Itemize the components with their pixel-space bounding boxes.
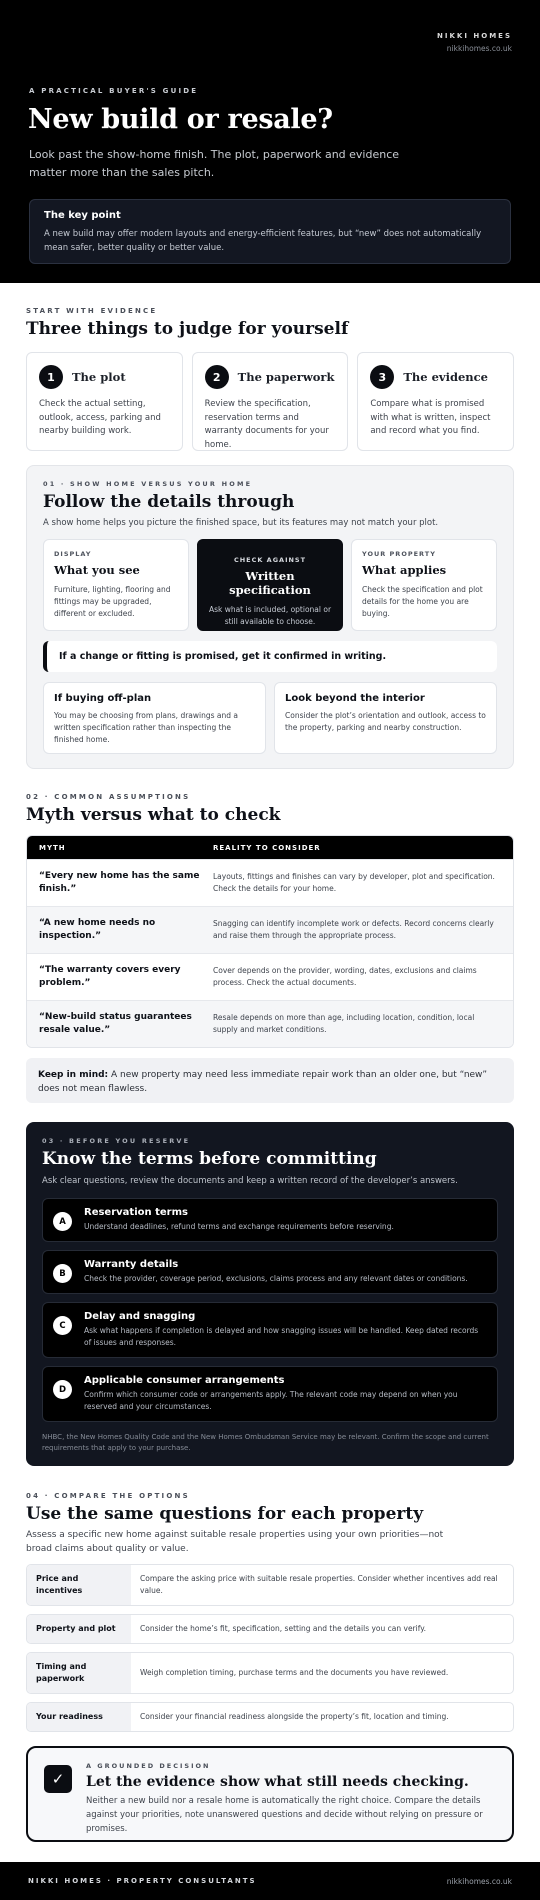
table-row — [27, 953, 513, 1000]
property-title: What applies — [362, 563, 447, 577]
check-icon: ✓ — [44, 1765, 72, 1793]
card-title: The paperwork — [237, 370, 335, 384]
myth-cell: “A new home needs no inspection.” — [39, 918, 156, 941]
step-reservation-terms — [42, 1198, 498, 1242]
display-card — [43, 539, 189, 631]
step-desc: Confirm which consumer code or arrangements apply. The relevant code may depend on when you reserved and your circumstances. — [84, 1390, 458, 1411]
evidence-card-paperwork — [192, 352, 349, 451]
compare-row-readiness — [26, 1702, 514, 1732]
compare-eyebrow: 04 · COMPARE THE OPTIONS — [26, 1492, 190, 1500]
myth-cell: “Every new home has the same finish.” — [39, 871, 200, 894]
decision-title: Let the evidence show what still needs checking. — [86, 1774, 469, 1790]
terms-lead: Ask clear questions, review the documents and keep a written record of the developer’s answers. — [42, 1176, 458, 1186]
show-home-title: Follow the details through — [43, 492, 295, 512]
col-myth-header: MYTH — [39, 843, 66, 852]
show-home-panel — [26, 465, 514, 769]
keep-in-mind-note — [26, 1058, 514, 1103]
brand-name: NIKKI HOMES — [437, 32, 512, 40]
reality-cell: Resale depends on more than age, including location, condition, local supply and market conditions. — [213, 1013, 475, 1034]
myths-title: Myth versus what to check — [26, 805, 281, 825]
compare-key: Property and plot — [27, 1615, 131, 1643]
evidence-card-evidence — [357, 352, 514, 451]
step-delay-snagging — [42, 1302, 498, 1358]
compare-value: Consider the home’s fit, specification, setting and the details you can verify. — [140, 1624, 426, 1633]
check-eyebrow: CHECK AGAINST — [233, 556, 307, 564]
table-row — [27, 906, 513, 953]
show-home-tips-row — [43, 682, 497, 754]
table-row — [27, 1000, 513, 1047]
evidence-cards — [26, 352, 514, 451]
card-desc: Compare what is promised with what is written, inspect and record what you find. — [370, 399, 491, 436]
interior-card — [274, 682, 497, 754]
myth-table-header — [27, 836, 513, 859]
myths-section — [26, 793, 514, 1103]
reality-cell: Layouts, fittings and finishes can vary by developer, plot and specification. Check the details for your home. — [213, 872, 495, 893]
decision-section — [26, 1746, 514, 1842]
check-title: Written specification — [229, 569, 311, 597]
interior-desc: Consider the plot’s orientation and outlook, access to the property, parking and nearby construction. — [285, 711, 486, 732]
written-confirmation-callout: If a change or fitting is promised, get it confirmed in writing. — [43, 641, 497, 672]
myths-eyebrow: 02 · COMMON ASSUMPTIONS — [26, 793, 191, 801]
decision-eyebrow: A GROUNDED DECISION — [86, 1762, 211, 1770]
step-desc: Ask what happens if completion is delayed and how snagging issues will be handled. Keep dated records of issues and responses. — [84, 1326, 479, 1347]
step-title: Applicable consumer arrangements — [84, 1375, 285, 1386]
step-title: Warranty details — [84, 1259, 179, 1270]
evidence-card-plot — [26, 352, 183, 451]
interior-title: Look beyond the interior — [285, 693, 425, 704]
terms-footnote: NHBC, the New Homes Quality Code and the New Homes Ombudsman Service may be relevant. Confirm the scope and current requirements that apply to your purchase. — [42, 1433, 489, 1452]
col-reality-header: REALITY TO CONSIDER — [213, 843, 321, 852]
card-desc: Check the actual setting, outlook, access, parking and nearby building work. — [39, 399, 161, 436]
terms-title: Know the terms before committing — [42, 1149, 377, 1169]
decision-box — [26, 1746, 514, 1842]
show-home-lead: A show home helps you picture the finished space, but its features may not match your plot. — [43, 518, 439, 528]
reality-cell: Snagging can identify incomplete work or defects. Record concerns clearly and raise them through the appropriate process. — [213, 919, 494, 940]
compare-row-plot — [26, 1614, 514, 1644]
key-point-text: A new build may offer modern layouts and energy-efficient features, but “new” does not automatically mean safer, better quality or better value. — [44, 229, 482, 253]
compare-value: Compare the asking price with suitable resale properties. Consider whether incentives add real value. — [140, 1574, 498, 1595]
offplan-desc: You may be choosing from plans, drawings and a written specification rather than inspecting the finished home. — [54, 711, 238, 744]
step-desc: Check the provider, coverage period, exclusions, claims process and any relevant dates or conditions. — [84, 1274, 468, 1283]
keep-in-mind-label: Keep in mind: — [38, 1070, 109, 1080]
decision-text: Neither a new build nor a resale home is automatically the right choice. Compare the details against your priorities, note unanswered questions and decide without relying on pressure or promises. — [86, 1796, 483, 1834]
hero — [0, 0, 540, 283]
compare-row-timing — [26, 1652, 514, 1694]
evidence-section — [26, 307, 514, 451]
myth-cell: “New-build status guarantees resale value.” — [39, 1012, 192, 1035]
footer-url[interactable]: nikkihomes.co.uk — [446, 1876, 512, 1886]
property-eyebrow: YOUR PROPERTY — [362, 550, 436, 558]
display-desc: Furniture, lighting, flooring and fittings may be upgraded, different or excluded. — [54, 585, 171, 618]
page-footer — [0, 1862, 540, 1900]
step-consumer-arrangements — [42, 1366, 498, 1422]
property-card — [351, 539, 497, 631]
step-desc: Understand deadlines, refund terms and exchange requirements before reserving. — [84, 1222, 394, 1231]
terms-section — [26, 1122, 514, 1466]
compare-key: Price and incentives — [27, 1565, 131, 1605]
compare-key: Timing and paperwork — [27, 1653, 131, 1693]
number-badge: 1 — [39, 365, 63, 389]
check-desc: Ask what is included, optional or still available to choose. — [208, 605, 332, 626]
step-badge: D — [53, 1380, 72, 1399]
brand-url[interactable]: nikkihomes.co.uk — [446, 44, 512, 53]
check-against-card — [197, 539, 343, 631]
compare-row-price — [26, 1564, 514, 1606]
key-point-title: The key point — [44, 210, 121, 221]
terms-panel — [26, 1122, 514, 1466]
step-title: Delay and snagging — [84, 1311, 196, 1322]
reality-cell: Cover depends on the provider, wording, dates, exclusions and claims process. Check the actual documents. — [213, 966, 477, 987]
compare-value: Weigh completion timing, purchase terms and the documents you have reviewed. — [140, 1668, 449, 1677]
footer-brand: NIKKI HOMES · PROPERTY CONSULTANTS — [28, 1877, 257, 1885]
evidence-title: Three things to judge for yourself — [26, 319, 349, 339]
compare-value: Consider your financial readiness alongside the property’s fit, location and timing. — [140, 1712, 449, 1721]
card-title: The plot — [72, 370, 126, 384]
keep-in-mind-text: A new property may need less immediate repair work than an older one, but “new” does not mean flawless. — [38, 1070, 488, 1094]
evidence-eyebrow: START WITH EVIDENCE — [26, 307, 158, 315]
compare-key: Your readiness — [27, 1703, 131, 1731]
show-home-section — [26, 465, 514, 769]
step-badge: C — [53, 1316, 72, 1335]
brand-block — [437, 32, 512, 53]
offplan-card — [43, 682, 266, 754]
step-badge: A — [53, 1212, 72, 1231]
number-badge: 2 — [205, 365, 229, 389]
step-badge: B — [53, 1264, 72, 1283]
card-title: The evidence — [403, 370, 488, 384]
property-desc: Check the specification and plot details for the home you are buying. — [362, 585, 483, 618]
terms-eyebrow: 03 · BEFORE YOU RESERVE — [42, 1137, 191, 1145]
show-home-eyebrow: 01 · SHOW HOME VERSUS YOUR HOME — [43, 480, 253, 488]
compare-title: Use the same questions for each property — [26, 1504, 424, 1524]
show-home-compare-row — [43, 539, 497, 631]
number-badge: 3 — [370, 365, 394, 389]
page-title: New build or resale? — [28, 104, 333, 135]
offplan-title: If buying off-plan — [54, 693, 152, 704]
key-point-box — [29, 199, 511, 264]
card-desc: Review the specification, reservation terms and warranty documents for your home. — [204, 399, 329, 450]
step-warranty-details — [42, 1250, 498, 1294]
step-title: Reservation terms — [84, 1207, 188, 1218]
table-row — [27, 859, 513, 906]
display-eyebrow: DISPLAY — [54, 550, 92, 558]
hero-eyebrow: A PRACTICAL BUYER'S GUIDE — [29, 87, 199, 95]
myth-table — [26, 835, 514, 1048]
display-title: What you see — [54, 563, 140, 577]
compare-section — [26, 1492, 514, 1732]
compare-lead: Assess a specific new home against suitable resale properties using your own priorities—not broad claims about quality or value. — [26, 1530, 444, 1554]
main-content — [0, 283, 540, 1862]
myth-cell: “The warranty covers every problem.” — [39, 965, 181, 988]
hero-subtitle: Look past the show-home finish. The plot, paperwork and evidence matter more than the sales pitch. — [29, 148, 400, 179]
